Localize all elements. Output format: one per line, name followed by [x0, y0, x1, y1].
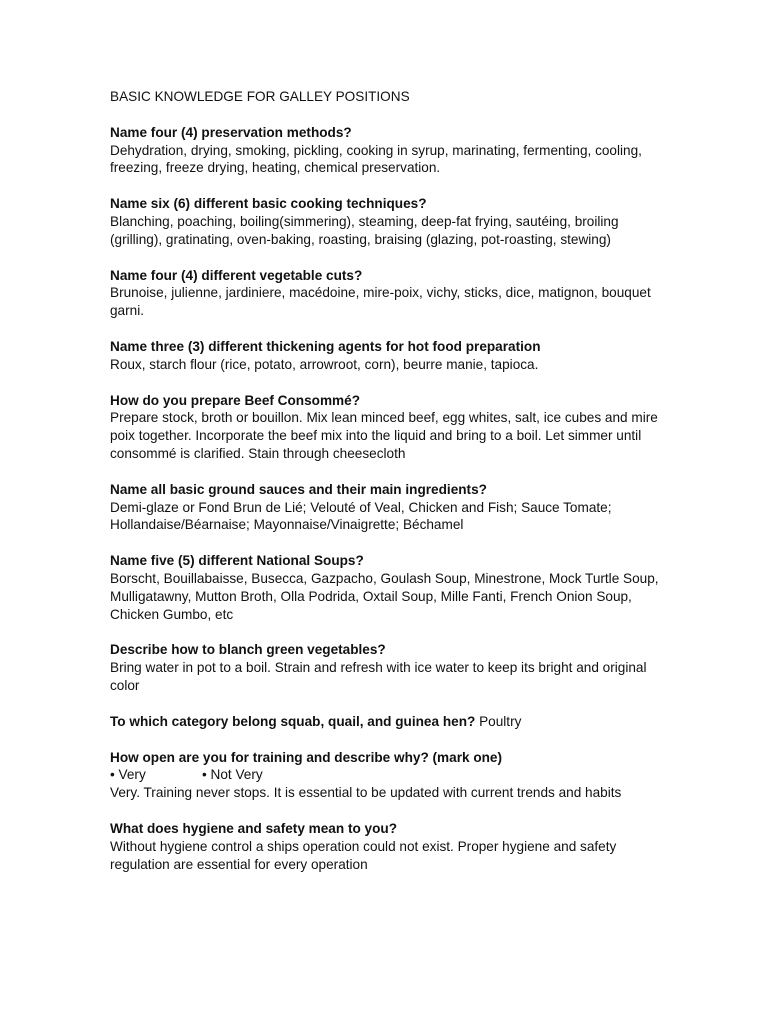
qa-vegetable-cuts	[110, 267, 670, 320]
answer-text: Bring water in pot to a boil. Strain and refresh with ice water to keep its bright and original color	[110, 660, 647, 693]
question-text: How do you prepare Beef Consommé?	[110, 392, 361, 408]
qa-training-openness	[110, 749, 670, 802]
answer-text: Dehydration, drying, smoking, pickling, cooking in syrup, marinating, fermenting, cooling, freezing, freeze drying, heating, chemical preservation.	[110, 142, 642, 176]
answer-text: Borscht, Bouillabaisse, Busecca, Gazpacho, Goulash Soup, Minestrone, Mock Turtle Soup, Mulligatawny, Mutton Broth, Olla Podrida, Oxtail Soup, Mille Fanti, French Onion Soup, Chicken Gumbo, etc	[110, 570, 659, 622]
question-text: Name five (5) different National Soups?	[110, 553, 364, 569]
option-very: • Very	[110, 767, 146, 783]
question-text: What does hygiene and safety mean to you?	[110, 820, 398, 836]
qa-thickening-agents	[110, 338, 670, 374]
question-text: Name all basic ground sauces and their main ingredients?	[110, 481, 487, 497]
answer-text: Demi-glaze or Fond Brun de Lié; Velouté of Veal, Chicken and Fish; Sauce Tomate; Hollandaise/Béarnaise; Mayonnaise/Vinaigrette; Béchamel	[110, 499, 612, 533]
document-page	[110, 88, 670, 891]
question-text: Name four (4) preservation methods?	[110, 124, 352, 140]
answer-text: Without hygiene control a ships operation could not exist. Proper hygiene and safety regulation are essential for every operation	[110, 838, 617, 872]
qa-national-soups	[110, 552, 670, 623]
question-text: Name three (3) different thickening agents for hot food preparation	[110, 338, 541, 354]
answer-text: Blanching, poaching, boiling(simmering), steaming, deep-fat frying, sautéing, broiling (grilling), gratinating, oven-baking, roasting, braising (glazing, pot-roasting, stewing)	[110, 213, 619, 247]
document-title: BASIC KNOWLEDGE FOR GALLEY POSITIONS	[110, 89, 410, 104]
answer-text: Poultry	[479, 713, 522, 729]
qa-beef-consomme	[110, 392, 670, 463]
qa-cooking-techniques	[110, 195, 670, 248]
question-text: Describe how to blanch green vegetables?	[110, 642, 386, 658]
qa-hygiene-safety	[110, 820, 670, 873]
answer-text: Prepare stock, broth or bouillon. Mix lean minced beef, egg whites, salt, ice cubes and mire poix together. Incorporate the beef mix into the liquid and bring to a boil. Let simmer until consommé is clarified. Stain through cheesecloth	[110, 410, 658, 461]
qa-poultry-category	[110, 713, 670, 731]
option-not-very: • Not Very	[202, 767, 263, 783]
question-text: To which category belong squab, quail, and guinea hen?	[110, 713, 476, 729]
qa-preservation-methods	[110, 124, 670, 177]
answer-text: Brunoise, julienne, jardiniere, macédoine, mire-poix, vichy, sticks, dice, matignon, bouquet garni.	[110, 285, 651, 319]
answer-text: Very. Training never stops. It is essential to be updated with current trends and habits	[110, 785, 622, 801]
question-text: Name six (6) different basic cooking techniques?	[110, 196, 427, 212]
question-text: How open are you for training and describe why? (mark one)	[110, 749, 503, 765]
qa-blanch-vegetables	[110, 641, 670, 694]
answer-text: Roux, starch flour (rice, potato, arrowroot, corn), beurre manie, tapioca.	[110, 356, 539, 372]
qa-ground-sauces	[110, 481, 670, 534]
option-list	[110, 766, 670, 784]
question-text: Name four (4) different vegetable cuts?	[110, 267, 363, 283]
